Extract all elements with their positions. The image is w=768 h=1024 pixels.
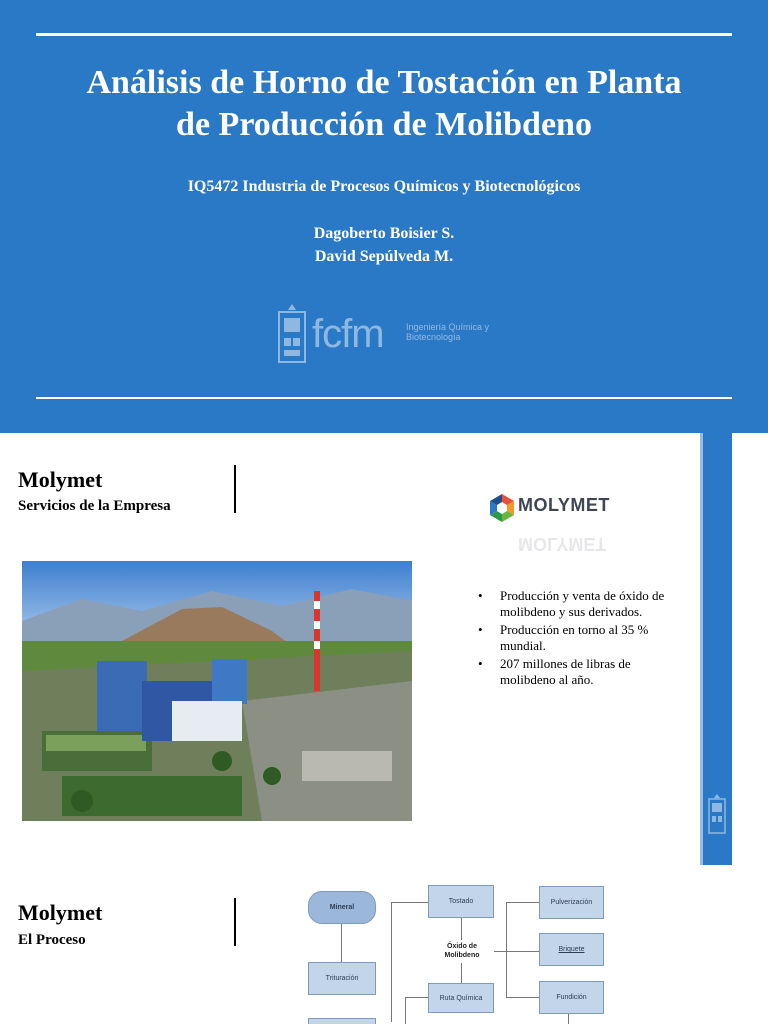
company-slide: [0, 433, 768, 833]
flow-connector: [405, 997, 428, 998]
company-heading: Molymet: [18, 467, 103, 492]
top-rule: [36, 33, 732, 36]
flow-node-briquete: Briquete: [539, 933, 604, 966]
heading-divider: [234, 465, 236, 513]
university-seal-icon: [276, 302, 308, 372]
flow-node-tostado: Tostado: [428, 885, 494, 918]
slide-title: [20, 62, 748, 146]
process-slide: [0, 866, 768, 1024]
process-subheading: El Proceso: [18, 932, 86, 948]
heading-divider: [234, 898, 236, 946]
flow-connector: [494, 951, 539, 952]
flow-connector: [461, 918, 462, 940]
flow-connector: [506, 902, 507, 998]
title-line-2: de Producción de Molibdeno: [176, 106, 592, 143]
process-heading: Molymet: [18, 900, 103, 925]
flow-node-trituracion: Trituración: [308, 962, 376, 995]
flow-connector: [568, 1013, 569, 1024]
flow-node-next: [308, 1018, 376, 1024]
company-subheading: Servicios de la Empresa: [18, 498, 171, 514]
company-facts-list: [478, 588, 678, 690]
flow-node-mineral: Mineral: [308, 891, 376, 924]
course-name: IQ5472 Industria de Procesos Químicos y Biotecnológicos: [187, 178, 581, 195]
list-item: • 207 millones de libras de molibdeno al año.: [478, 656, 678, 688]
fcfm-logo-tagline: Ingeniería Química y Biotecnología: [406, 322, 490, 342]
list-item: • Producción en torno al 35 % mundial.: [478, 622, 678, 654]
title-slide: [0, 0, 768, 433]
list-item: • Producción y venta de óxido de molibdeno y sus derivados.: [478, 588, 678, 620]
flow-connector: [391, 902, 428, 903]
title-line-1: Análisis de Horno de Tostación en Planta: [86, 64, 682, 101]
author-2: David Sepúlveda M.: [314, 248, 454, 265]
molymet-logo-reflection: MOLYMET: [518, 534, 607, 554]
flow-connector: [461, 963, 462, 983]
flow-connector: [405, 997, 406, 1024]
flow-node-pulverizacion: Pulverización: [539, 886, 604, 919]
flow-connector: [506, 902, 539, 903]
industrial-plant-image: [22, 561, 412, 821]
flow-label-oxido: Óxido de Molibdeno: [444, 943, 480, 959]
author-1: Dagoberto Boisier S.: [313, 225, 455, 242]
flow-connector: [506, 997, 539, 998]
side-accent-strip: [700, 433, 732, 865]
flow-node-ruta-quimica: Ruta Química: [428, 983, 494, 1013]
molymet-logo: [488, 489, 648, 559]
fcfm-logo: [276, 302, 496, 374]
bottom-rule: [36, 397, 732, 399]
flow-node-fundicion: Fundición: [539, 981, 604, 1014]
fcfm-logo-text: fcfm: [312, 312, 384, 356]
plant-photo: [22, 561, 412, 821]
university-seal-icon: [707, 793, 727, 837]
flow-connector: [391, 902, 392, 1022]
molymet-logo-text: MOLYMET: [518, 495, 610, 515]
molymet-mark-icon: [488, 493, 516, 523]
flow-connector: [341, 924, 342, 962]
